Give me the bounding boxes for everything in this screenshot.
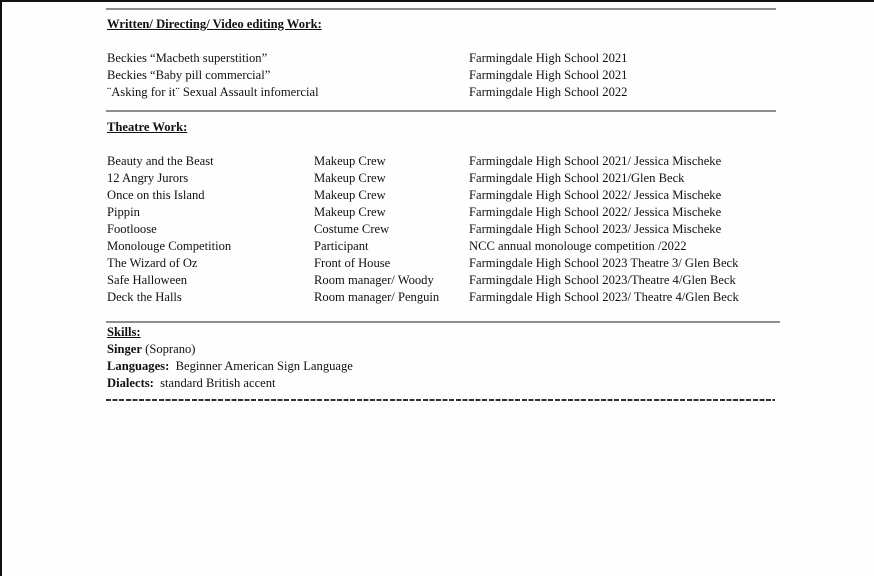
show-venue: Farmingdale High School 2023/ Theatre 4/Glen Beck bbox=[469, 290, 739, 304]
skill-dialects-label: Dialects: bbox=[107, 376, 154, 390]
show-role: Costume Crew bbox=[314, 222, 390, 236]
show-title: Once on this Island bbox=[107, 188, 205, 202]
written-work-venue: Farmingdale High School 2021 bbox=[469, 68, 628, 82]
show-venue: Farmingdale High School 2023/ Jessica Mischeke bbox=[469, 222, 722, 236]
skill-dialects-value: standard British accent bbox=[153, 376, 276, 390]
show-role: Participant bbox=[314, 239, 369, 253]
show-venue: NCC annual monolouge competition /2022 bbox=[469, 239, 687, 253]
show-role: Front of House bbox=[314, 256, 391, 270]
show-venue: Farmingdale High School 2021/Glen Beck bbox=[469, 171, 685, 185]
skills-heading: Skills: bbox=[107, 325, 141, 339]
show-title: The Wizard of Oz bbox=[107, 256, 198, 270]
show-role: Makeup Crew bbox=[314, 154, 386, 168]
show-role: Makeup Crew bbox=[314, 171, 386, 185]
written-work-venue: Farmingdale High School 2022 bbox=[469, 85, 628, 99]
show-venue: Farmingdale High School 2022/ Jessica Mischeke bbox=[469, 188, 722, 202]
skill-singer-label: Singer bbox=[107, 342, 142, 356]
show-title: Safe Halloween bbox=[107, 273, 188, 287]
section-divider bbox=[106, 110, 776, 112]
skill-languages-value: Beginner American Sign Language bbox=[169, 359, 353, 373]
show-role: Room manager/ Penguin bbox=[314, 290, 440, 304]
show-venue: Farmingdale High School 2021/ Jessica Mischeke bbox=[469, 154, 722, 168]
skill-dialects bbox=[107, 375, 276, 392]
top-divider bbox=[106, 8, 776, 10]
written-work-title: Beckies “Baby pill commercial” bbox=[107, 68, 271, 82]
show-title: Pippin bbox=[107, 205, 140, 219]
skill-singer-value: (Soprano) bbox=[141, 342, 196, 356]
show-role: Makeup Crew bbox=[314, 188, 386, 202]
show-title: Monolouge Competition bbox=[107, 239, 232, 253]
written-work-heading: Written/ Directing/ Video editing Work: bbox=[107, 17, 322, 31]
skill-languages bbox=[107, 358, 353, 375]
show-title: Deck the Halls bbox=[107, 290, 182, 304]
show-role: Room manager/ Woody bbox=[314, 273, 434, 287]
theatre-work-heading: Theatre Work: bbox=[107, 120, 188, 134]
show-venue: Farmingdale High School 2023/Theatre 4/Glen Beck bbox=[469, 273, 736, 287]
written-work-title: ¨Asking for it¨ Sexual Assault infomercial bbox=[107, 85, 319, 99]
show-venue: Farmingdale High School 2022/ Jessica Mischeke bbox=[469, 205, 722, 219]
written-work-venue: Farmingdale High School 2021 bbox=[469, 51, 628, 65]
show-venue: Farmingdale High School 2023 Theatre 3/ Glen Beck bbox=[469, 256, 739, 270]
section-divider bbox=[106, 321, 780, 323]
skill-languages-label: Languages: bbox=[107, 359, 170, 373]
written-work-title: Beckies “Macbeth superstition” bbox=[107, 51, 268, 65]
skill-singer bbox=[107, 341, 196, 358]
show-title: Beauty and the Beast bbox=[107, 154, 214, 168]
dashed-divider bbox=[106, 395, 775, 405]
show-title: 12 Angry Jurors bbox=[107, 171, 189, 185]
show-role: Makeup Crew bbox=[314, 205, 386, 219]
show-title: Footloose bbox=[107, 222, 157, 236]
